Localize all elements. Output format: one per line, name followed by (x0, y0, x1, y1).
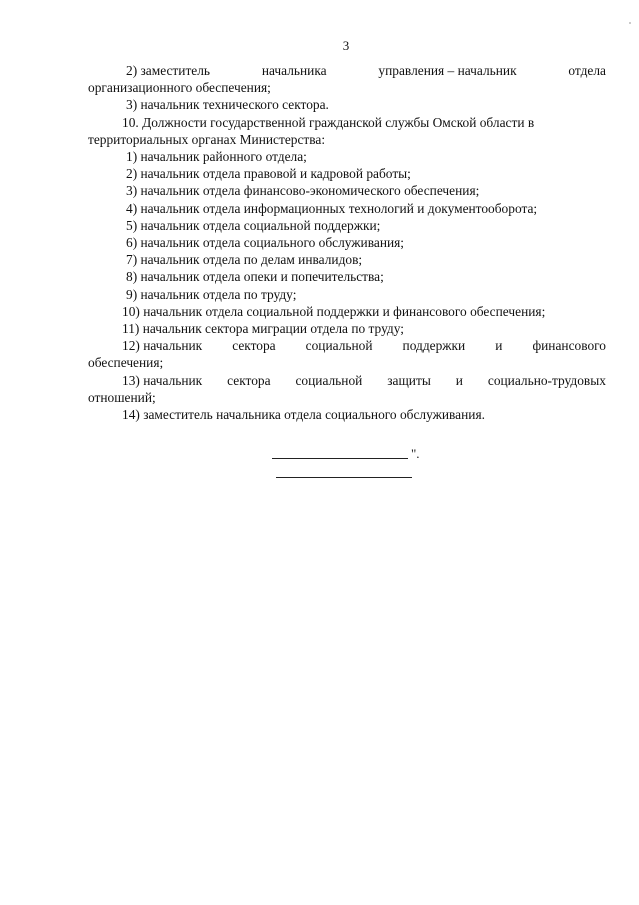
section-10-heading-cont: территориальных органах Министерства: (88, 131, 326, 147)
list-item: 5) начальник отдела социальной поддержки; (126, 217, 381, 233)
item-13-line (88, 372, 606, 389)
list-item: 11) начальник сектора миграции отдела по труду; (122, 321, 404, 337)
item-2-continuation: организационного обеспечения; (88, 80, 271, 96)
item-12-line (88, 337, 606, 354)
item-12-continuation: обеспечения; (88, 355, 164, 371)
list-item: 6) начальник отдела социального обслуживания; (126, 235, 405, 251)
list-item: 10) начальник отдела социальной поддержки и финансового обеспечения; (122, 303, 546, 319)
item-13-word: социальной (295, 372, 363, 388)
list-item: 4) начальник отдела информационных технологий и документооборота; (126, 200, 538, 216)
list-item: 8) начальник отдела опеки и попечительства; (126, 269, 384, 285)
item-2-word: управления – начальник (378, 63, 517, 78)
item-13-continuation: отношений; (88, 389, 156, 405)
list-item: 2) начальник отдела правовой и кадровой работы; (126, 166, 411, 182)
closing-underline (272, 458, 408, 459)
closing-rule (276, 477, 412, 478)
item-2-line (88, 62, 606, 79)
item-12-word: и (495, 338, 503, 354)
item-13-word: сектора (227, 372, 271, 388)
item-13-word: защиты (387, 372, 431, 388)
item-13-word: 13) начальник (122, 372, 203, 388)
item-12-word: сектора (232, 338, 276, 354)
item-12-word: 12) начальник (122, 338, 203, 354)
item-12-word: социальной (305, 338, 373, 354)
document-body (88, 62, 606, 423)
item-13-word: и (455, 372, 463, 388)
list-item: 7) начальник отдела по делам инвалидов; (126, 252, 363, 268)
list-item: 3) начальник отдела финансово-экономического обеспечения; (126, 183, 480, 199)
list-item: 9) начальник отдела по труду; (126, 286, 297, 302)
list-item: 1) начальник районного отдела; (126, 149, 307, 165)
item-12-word: поддержки (402, 338, 466, 354)
item-12-word: финансового (532, 338, 606, 354)
item-2-word: отдела (568, 63, 606, 78)
closing-block (272, 446, 422, 466)
item-2-word: 2) заместитель (126, 63, 211, 78)
position-list (88, 148, 606, 423)
list-item: 14) заместитель начальника отдела социального обслуживания. (122, 407, 485, 423)
section-10-heading: 10. Должности государственной гражданской службы Омской области в (122, 114, 535, 130)
item-2-word: начальника (261, 63, 327, 78)
closing-quote: ". (411, 446, 420, 461)
item-3: 3) начальник технического сектора. (126, 97, 329, 113)
scan-artifact (629, 22, 631, 24)
page-number: 3 (342, 38, 350, 53)
item-13-word: социально-трудовых (487, 372, 606, 388)
